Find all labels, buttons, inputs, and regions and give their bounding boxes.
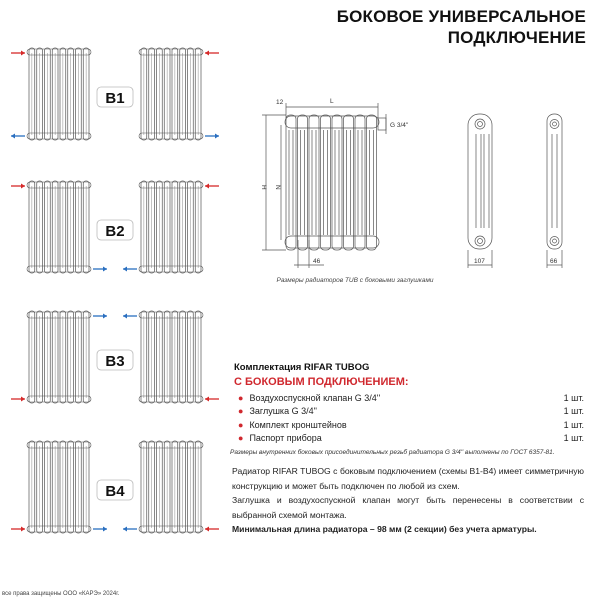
kit-title: Комплектация RIFAR TUBOG (234, 362, 370, 373)
kit-item: ● Комплект кронштейнов 1 шт. (238, 419, 584, 430)
radiator-front-view (285, 115, 379, 250)
copyright: все права защищены ООО «КАРЭ» 2024г. (2, 591, 120, 597)
scheme-label: B2 (105, 223, 125, 240)
dim-107: 107 (474, 258, 485, 265)
kit-item: ● Воздухоспускной клапан G 3/4'' 1 шт. (238, 392, 584, 403)
thread-label: G 3/4'' (390, 122, 409, 129)
dim-L: L (330, 98, 334, 105)
bullet-icon: ● (238, 419, 244, 430)
kit-heading: С БОКОВЫМ ПОДКЛЮЧЕНИЕМ: (234, 376, 409, 388)
dim-46: 46 (313, 258, 321, 265)
dim-66: 66 (550, 258, 558, 265)
scheme-label: B1 (105, 90, 125, 107)
kit-note: Размеры внутренних боковых присоединительных резьб радиатора G 3/4'' выполнены по ГОСТ 6357-81. (230, 449, 555, 456)
drawing-caption: Размеры радиаторов TUB с боковыми заглушками (276, 277, 434, 284)
bullet-icon: ● (238, 392, 244, 403)
scheme-b2 (11, 181, 219, 273)
dim-N: N (274, 185, 281, 190)
kit-item: ● Паспорт прибора 1 шт. (238, 433, 584, 444)
kit-section (230, 362, 584, 456)
dim-12: 12 (276, 99, 284, 106)
scheme-label: B4 (105, 483, 125, 500)
scheme-b4 (11, 441, 219, 533)
scheme-b3 (11, 311, 219, 403)
bullet-icon: ● (238, 433, 244, 444)
connection-schemes (0, 0, 232, 560)
page-title: БОКОВОЕ УНИВЕРСАЛЬНОЕ ПОДКЛЮЧЕНИЕ (336, 7, 586, 47)
dimension-drawing (250, 90, 590, 275)
kit-item: ● Заглушка G 3/4'' 1 шт. (238, 406, 584, 417)
scheme-b1 (11, 48, 219, 140)
description: Радиатор RIFAR TUBOG с боковым подключением (схемы B1-B4) имеет симметричную конструкцию и может быть подключен по любой из схем. Заглушка и воздухоспускной клапан могут быть перенесены в соответствии с выбранной схемой монтажа. Минимальная длина радиатора – 98 мм (2 секции) без учета арматуры. (232, 466, 584, 534)
dim-H: H (260, 185, 267, 190)
scheme-label: B3 (105, 353, 125, 370)
bullet-icon: ● (238, 406, 244, 417)
